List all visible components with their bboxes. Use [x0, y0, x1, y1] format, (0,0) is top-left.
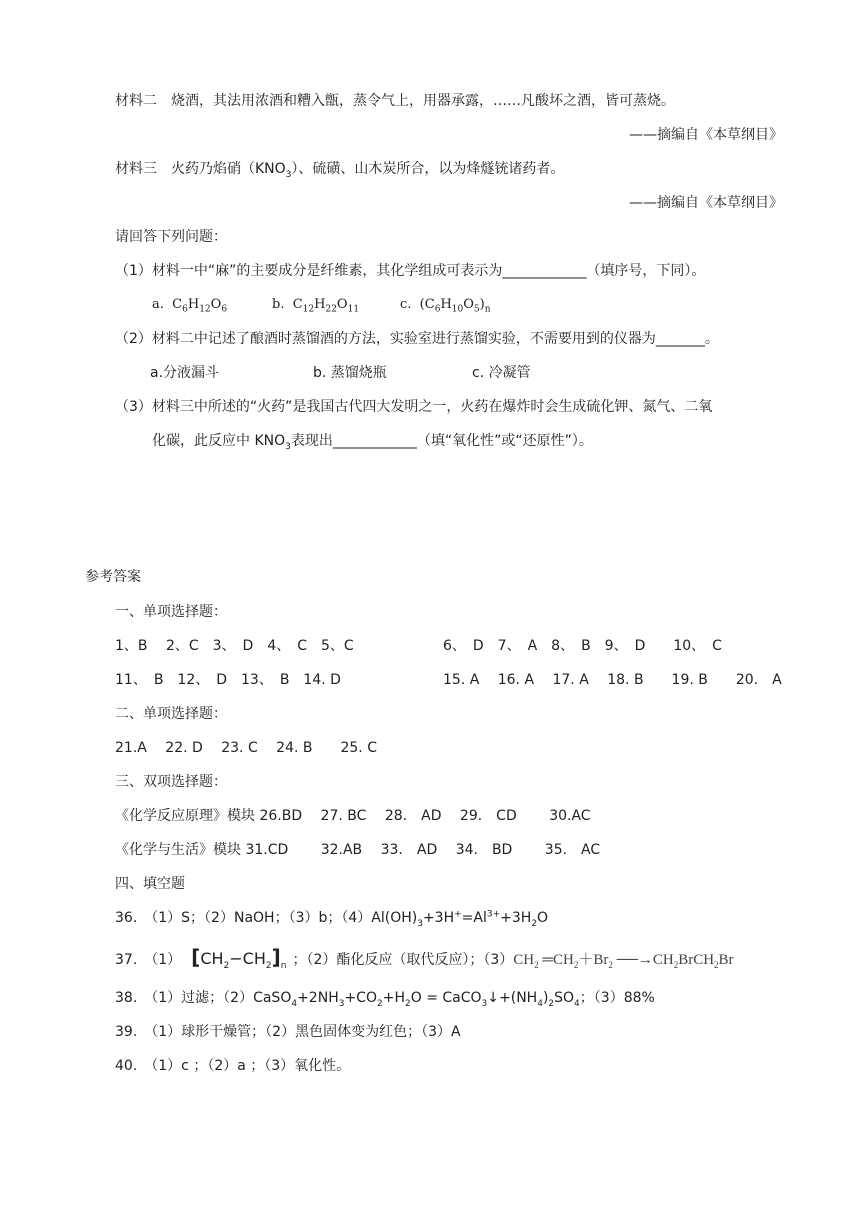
section-1-row-1-left: 1、B 2、C 3、 D 4、 C 5、C — [115, 638, 354, 654]
question-1-option-b: b. $C_{12}H_{22}O_{11}$ — [272, 297, 360, 315]
question-1-option-a: a. $C_6H_{12}O_6$ — [152, 297, 228, 315]
answers-title: 参考答案 — [85, 569, 141, 585]
bromination-equation: $CH_2$ $═CH_2+Br_2$ $──\to CH_2BrCH_2Br$ — [513, 952, 734, 970]
answer-38: 38. （1）过滤；$(2)CaSO_4+2NH_3+CO_2+H_2O$ = $CaCO_3↓+(NH_4)_2SO_4$；（3）88% — [115, 990, 655, 1009]
question-3-line1: （3）材料三中所述的“火药”是我国古代四大发明之一，火药在爆炸时会生成硫化钾、氮气、二氧 — [115, 399, 713, 415]
question-prompt: 请回答下列问题： — [115, 229, 227, 245]
section-1-row-2-right: 15. A 16. A 17. A 18. B 19. B 20. A — [443, 672, 782, 688]
answer-40: 40. （1）c ；（2）a ；（3）氧化性。 — [115, 1058, 351, 1074]
question-2-option-a: a.分液漏斗 — [150, 365, 220, 381]
question-3-line2: 化碳，此反应中 $KNO_3$表现出____________（填“氧化性”或“还原性”）。 — [152, 433, 593, 452]
section-3-row-1: 《化学反应原理》模块 26.BD 27. BC 28. AD 29. CD 30.AC — [115, 808, 591, 824]
question-2: （2）材料二中记述了酿酒时蒸馏酒的方法，实验室进行蒸馏实验，不需要用到的仪器为_______。 — [115, 331, 719, 347]
answer-37: 37. （1） $[CH_2-CH_2]_n$ ；（2）酯化反应（取代反应）；$(3)CH_2$ $═CH_2+Br_2$ $──\to CH_2BrCH_2Br$ — [115, 945, 734, 972]
section-2-row-1: 21.A 22. D 23. C 24. B 25. C — [115, 740, 377, 756]
material-two: 材料二 烧酒，其法用浓酒和糟入甑，蒸令气上，用器承露，……凡酸坏之酒，皆可蒸烧。 — [115, 93, 675, 109]
section-4-title: 四、填空题 — [115, 876, 185, 892]
section-1-row-1-right: 6、 D 7、 A 8、 B 9、 D 10、 C — [443, 638, 722, 654]
material-three-source: ——摘编自《本草纲目》 — [629, 195, 783, 211]
answer-36: 36. （1）S；（2）NaOH；（3）b；$(4)Al(OH)_3+3H^+=Al^{3+}+3H_2O$ — [115, 909, 549, 929]
section-1-title: 一、单项选择题： — [115, 604, 227, 620]
section-2-title: 二、单项选择题： — [115, 706, 227, 722]
section-3-title: 三、双项选择题： — [115, 774, 227, 790]
answer-39: 39. （1）球形干燥管；（2）黑色固体变为红色；（3）A — [115, 1024, 461, 1040]
polyethylene-formula: $[CH_2-CH_2]_n$ — [191, 945, 287, 972]
material-three: 材料三 火药乃焰硝$(KNO_3)$、硫磺、山木炭所合，以为烽燧铳诸药者。 — [115, 161, 565, 180]
section-3-row-2: 《化学与生活》模块 31.CD 32.AB 33. AD 34. BD 35. AC — [115, 842, 601, 858]
question-1-option-c: c. $(C_6H_{10}O_5)_n$ — [400, 297, 491, 315]
question-2-option-b: b. 蒸馏烧瓶 — [313, 365, 387, 381]
question-2-option-c: c. 冷凝管 — [472, 365, 531, 381]
section-1-row-2-left: 11、 B 12、 D 13、 B 14. D — [115, 672, 341, 688]
question-1: （1）材料一中“麻”的主要成分是纤维素，其化学组成可表示为____________（填序号，下同）。 — [115, 263, 706, 279]
material-two-source: ——摘编自《本草纲目》 — [629, 127, 783, 143]
